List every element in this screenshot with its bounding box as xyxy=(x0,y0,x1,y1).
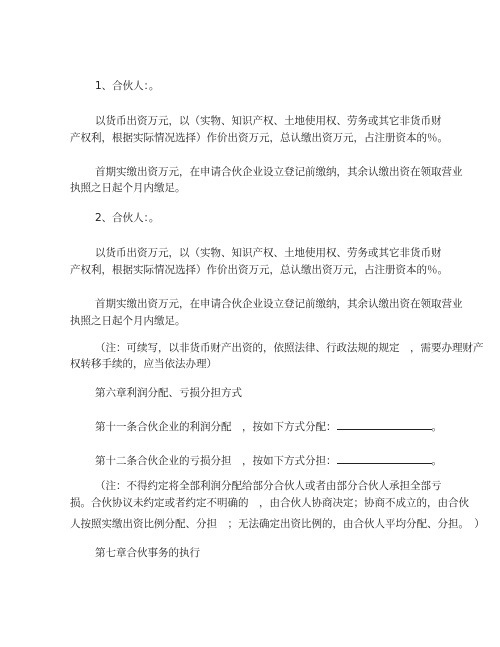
partner-1-payment-line-2: 执照之日起个月内缴足。 xyxy=(70,182,186,194)
partner-1-contribution-line-1: 以货币出资万元，以（实物、知识产权、土地使用权、劳务或其它非货币财 xyxy=(95,115,442,127)
note-2-line-2: 损。合伙协议未约定或者约定不明确的 ，由合伙人协商决定；协商不成立的，由合伙 xyxy=(70,497,469,509)
article-12 xyxy=(95,452,442,468)
partner-2-payment-line-1: 首期实缴出资万元，在申请合伙企业设立登记前缴纳，其余认缴出资在领取营业 xyxy=(95,298,463,310)
note-2-line-3: 人按照实缴出资比例分配、分担 ；无法确定出资比例的，由合伙人平均分配、分担。 ） xyxy=(70,518,485,530)
partner-2-payment-line-2: 执照之日起个月内缴足。 xyxy=(70,315,186,327)
partner-1-heading: 1、合伙人：。 xyxy=(95,80,160,92)
partner-2-heading: 2、合伙人：。 xyxy=(95,212,160,224)
article-11 xyxy=(95,418,442,434)
partner-1-payment-line-1: 首期实缴出资万元，在申请合伙企业设立登记前缴纳，其余认缴出资在领取营业 xyxy=(95,166,463,178)
chapter-7-title: 第七章合伙事务的执行 xyxy=(95,547,200,559)
partner-2-contribution-line-2: 产权利，根据实际情况选择）作价出资万元，总认缴出资万元，占注册资本的％。 xyxy=(70,264,448,276)
note-2-line-1: （注：不得约定将全部利润分配给部分合伙人或者由部分合伙人承担全部亏 xyxy=(95,480,442,492)
partner-1-contribution-line-2: 产权利，根据实际情况选择）作价出资万元，总认缴出资万元，占注册资本的％。 xyxy=(70,132,448,144)
article-11-end: 。 xyxy=(431,421,442,433)
article-11-text: 第十一条合伙企业的利润分配 ，按如下方式分配： xyxy=(95,421,337,433)
article-12-end: 。 xyxy=(431,455,442,467)
article-11-blank xyxy=(337,418,432,430)
chapter-6-title: 第六章利润分配、亏损分担方式 xyxy=(95,387,242,399)
note-1-line-1: （注：可续写，以非货币财产出资的，依照法律、行政法规的规定 ，需要办理财产 xyxy=(95,342,484,354)
note-1-line-2: 权转移手续的，应当依法办理） xyxy=(70,358,217,370)
article-12-blank xyxy=(337,452,432,464)
partner-2-contribution-line-1: 以货币出资万元，以（实物、知识产权、土地使用权、劳务或其它非货币财 xyxy=(95,247,442,259)
article-12-text: 第十二条合伙企业的亏损分担 ，按如下方式分担： xyxy=(95,455,337,467)
